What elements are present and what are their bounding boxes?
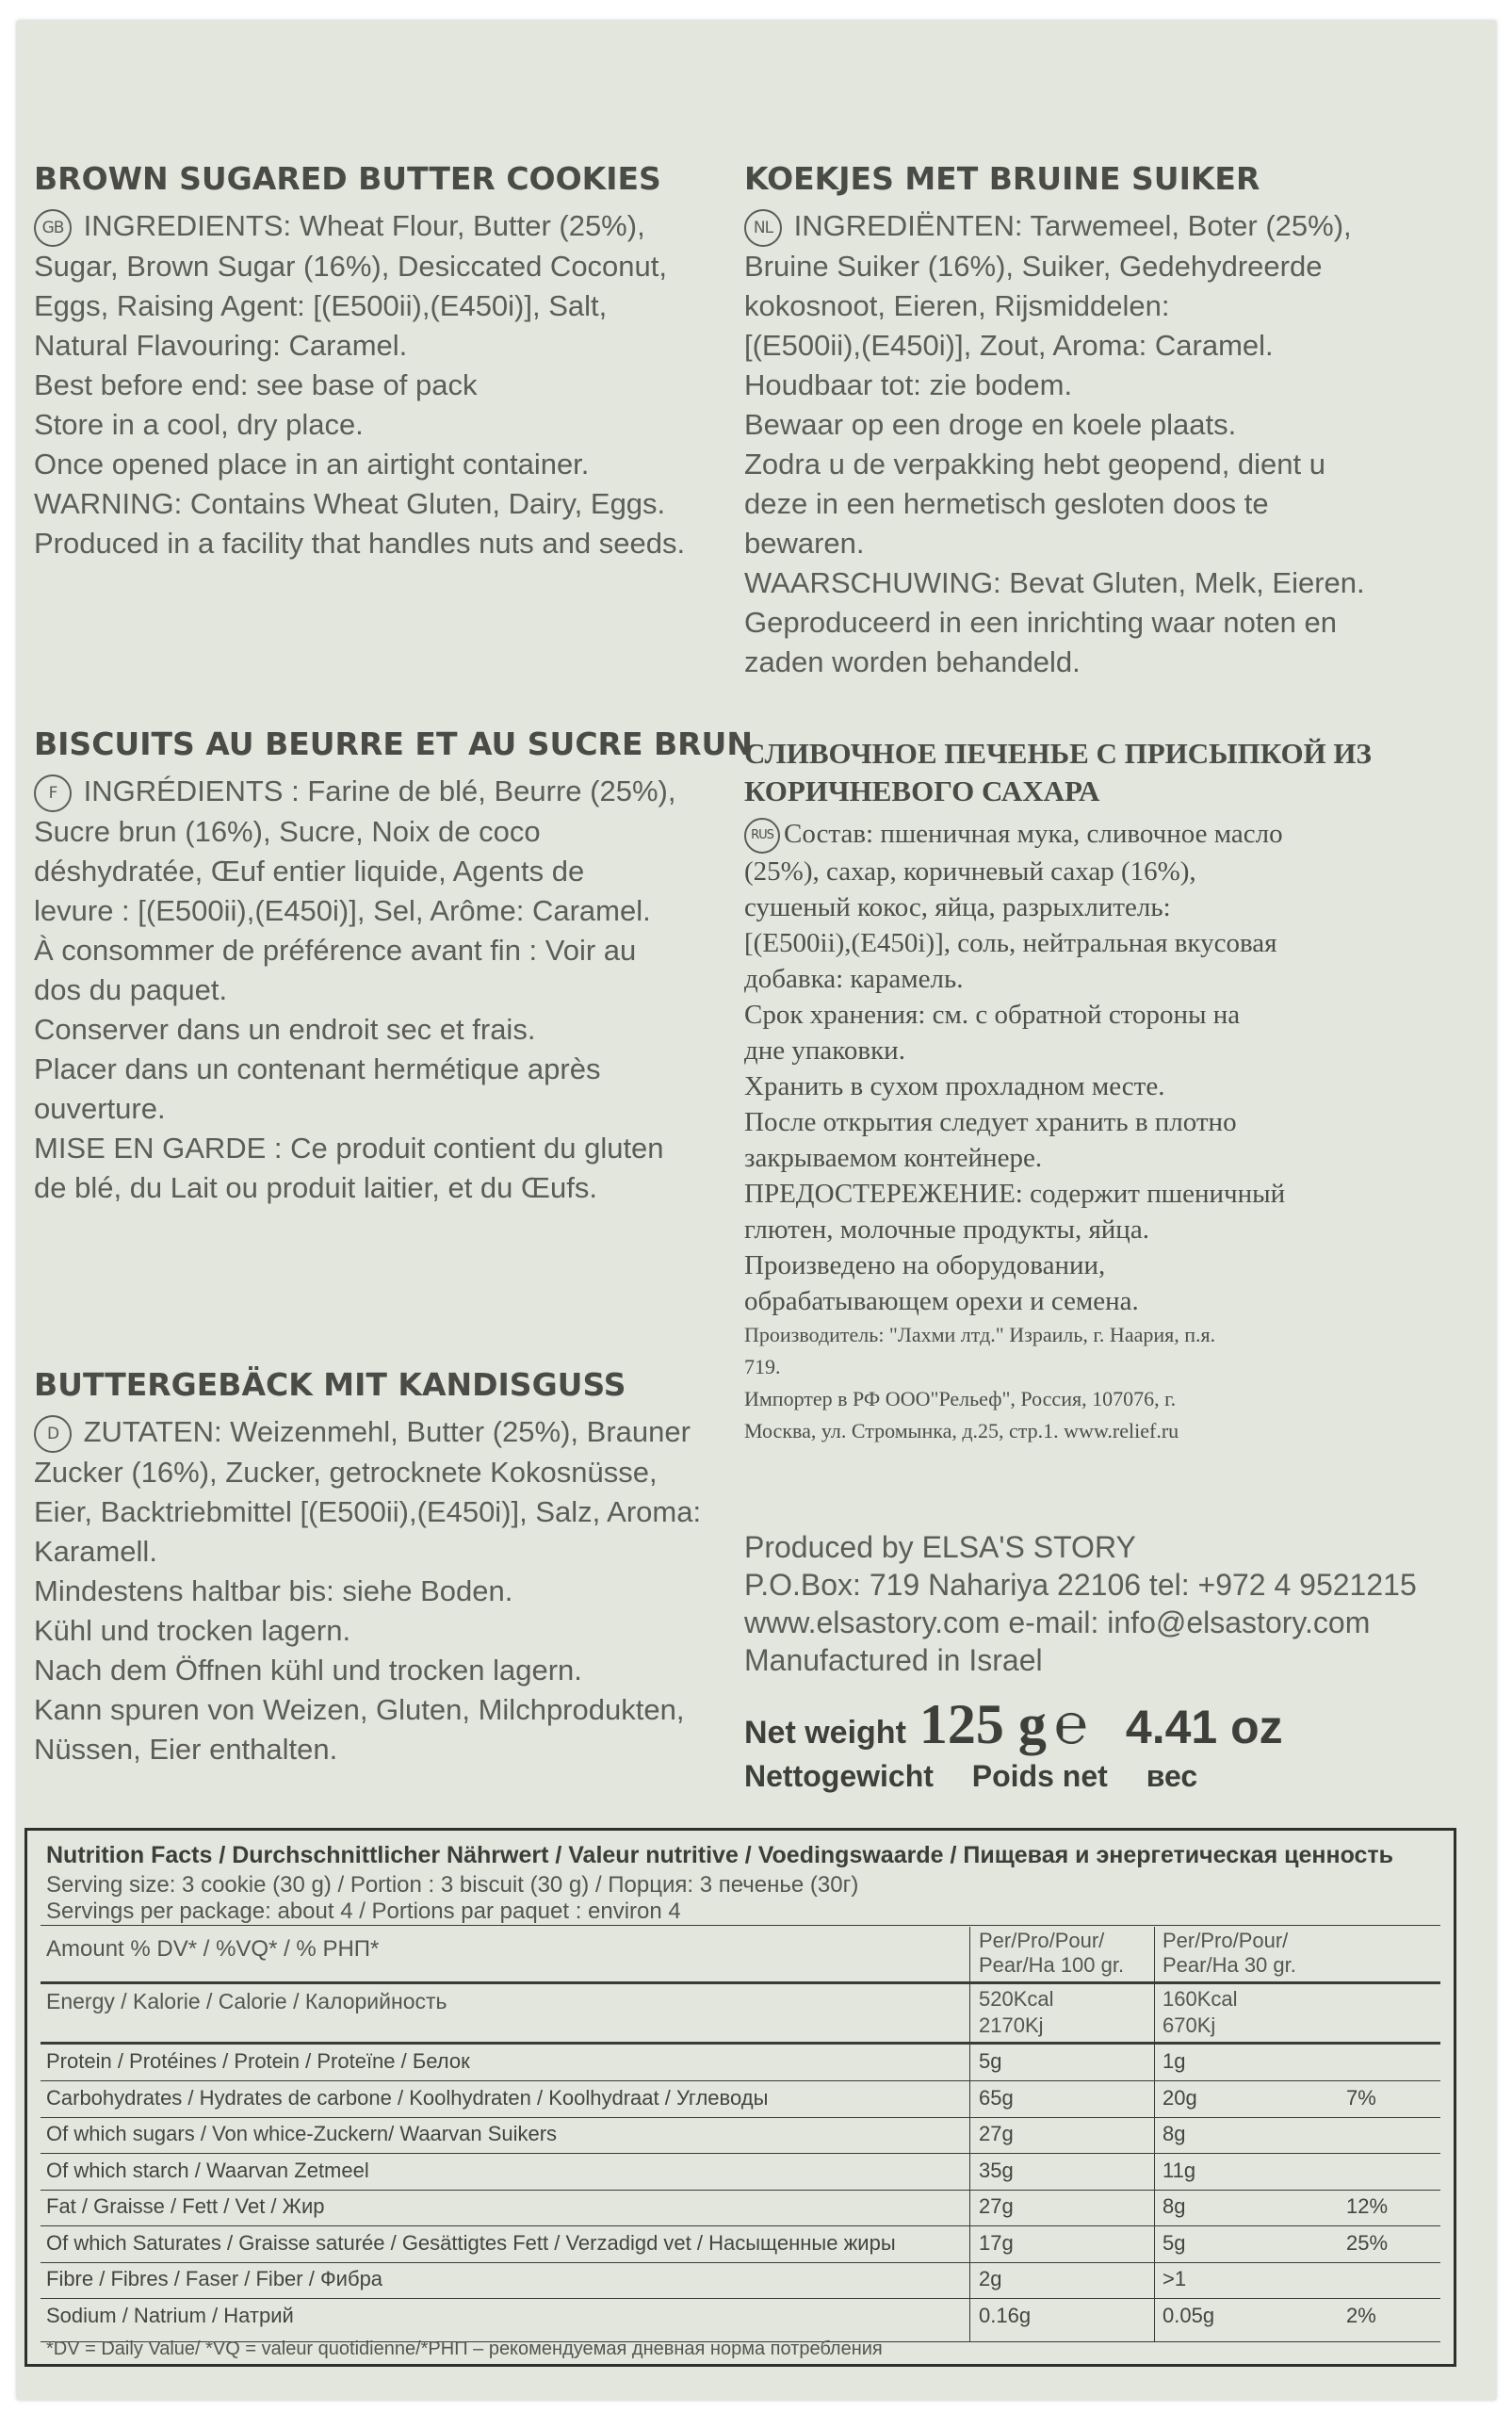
russian-line: ПРЕДОСТЕРЕЖЕНИЕ: содержит пшеничный [744,1179,1286,1210]
dutch-line: Bruine Suiker (16%), Suiker, Gedehydreerde [744,249,1323,283]
nutrient-value: 17g [979,2230,1014,2255]
nutrient-value: 11g [1162,2158,1196,2182]
french-line: ouverture. [34,1091,166,1125]
nutrient-value: 20g [1162,2085,1197,2110]
producer-line: www.elsastory.com e-mail: info@elsastory.com [744,1605,1371,1639]
net-weight-grams: 125 g [919,1693,1047,1755]
table-rule [41,1981,1440,1984]
table-rule [41,2190,1440,2191]
col2-header-2: Pear/На 30 gr. [1162,1953,1296,1977]
serving-size: Serving size: 3 cookie (30 g) / Portion : 3 biscuit (30 g) / Порция: 3 печенье (30г) [46,1872,859,1898]
col1-header-1: Per/Pro/Pour/ [979,1929,1105,1952]
french-line: déshydratée, Œuf entier liquide, Agents de [34,854,585,888]
f-badge: F [34,774,72,812]
french-line: de blé, du Lait ou produit laitier, et du Œufs. [34,1170,597,1204]
dutch-title: KOEKJES MET BRUINE SUIKER [744,160,1260,197]
dutch-line: Bewaar op een droge en koele plaats. [744,407,1237,441]
dutch-line: WAARSCHUWING: Bevat Gluten, Melk, Eieren. [744,565,1365,599]
english-line: Produced in a facility that handles nuts and seeds. [34,526,686,560]
col1-header-2: Pear/На 100 gr. [979,1953,1125,1977]
net-label-fr: Poids net [971,1759,1108,1793]
english-line: WARNING: Contains Wheat Gluten, Dairy, Eggs. [34,486,666,520]
nutrient-value: 2g [979,2267,1002,2290]
dutch-section [744,160,1441,682]
dutch-line: deze in een hermetisch gesloten doos te [744,486,1269,520]
french-line: Sucre brun (16%), Sucre, Noix de coco [34,814,541,848]
german-section [34,1366,722,1769]
german-line: Nach dem Öffnen kühl und trocken lagern. [34,1653,582,1687]
nutrient-name: Of which Saturates / Graisse saturée / Gesättigtes Fett / Verzadigd vet / Насыщенные жиры [46,2230,896,2255]
french-line: Placer dans un contenant hermétique après [34,1051,601,1085]
nutrition-table [24,1828,1456,2367]
nutrient-value: 7% [1346,2085,1376,2110]
dutch-line: bewaren. [744,526,865,560]
dutch-line: Zodra u de verpakking hebt geopend, dient u [744,447,1326,481]
russian-line: [(E500ii),(E450i)], соль, нейтральная вкусовая [744,928,1277,959]
english-section [34,160,722,563]
russian-line: обрабатывающем орехи и семена. [744,1286,1139,1317]
net-weight-translations [744,1759,1460,1794]
nutrient-name: Of which starch / Waarvan Zetmeel [46,2158,369,2182]
english-line: Store in a cool, dry place. [34,407,364,441]
dutch-line: NL INGREDIËNTEN: Tarwemeel, Boter (25%), [744,206,1441,247]
table-rule [41,2080,1440,2081]
russian-line: Произведено на оборудовании, [744,1250,1106,1281]
nutrient-value: 65g [979,2085,1014,2110]
english-line: Once opened place in an airtight container. [34,447,590,481]
producer-line: P.O.Box: 719 Nahariya 22106 tel: +972 4 9521215 [744,1568,1417,1602]
d-badge: D [34,1415,72,1453]
e-mark-icon: ℮ [1053,1693,1088,1755]
russian-line: (25%), сахар, коричневый сахар (16%), [744,856,1196,888]
nutrient-value: 27g [979,2122,1014,2145]
net-label-ru: вес [1146,1759,1198,1793]
english-line: Sugar, Brown Sugar (16%), Desiccated Coconut, [34,249,668,283]
dutch-line: Houdbaar tot: zie bodem. [744,367,1073,401]
nutrition-row [46,2304,1440,2330]
producer-line: Manufactured in Israel [744,1643,1043,1677]
table-rule [41,2153,1440,2154]
russian-line: глютен, молочные продукты, яйца. [744,1214,1149,1246]
russian-title-1: СЛИВОЧНОЕ ПЕЧЕНЬЕ С ПРИСЫПКОЙ ИЗ [744,737,1372,770]
gb-badge: GB [34,209,72,247]
nutrient-value: 8g [1162,2194,1186,2218]
english-title: BROWN SUGARED BUTTER COOKIES [34,160,661,197]
nutrient-value: 0.16g [979,2303,1032,2327]
english-line: GB INGREDIENTS: Wheat Flour, Butter (25%), [34,206,722,247]
nutrition-row [46,2086,1440,2112]
french-line: À consommer de préférence avant fin : Voir au [34,933,637,967]
german-line: Kühl und trocken lagern. [34,1613,351,1647]
russian-small-line: 719. [744,1355,781,1379]
net-weight-ounces: 4.41 oz [1125,1701,1283,1753]
table-rule [41,2117,1440,2118]
russian-line: Хранить в сухом прохладном месте. [744,1071,1165,1102]
russian-section [744,735,1441,1447]
nutrition-row [46,2159,1440,2185]
french-line: MISE EN GARDE : Ce produit contient du gluten [34,1131,664,1165]
french-line: dos du paquet. [34,972,228,1006]
french-line: F INGRÉDIENTS : Farine de blé, Beurre (25%), [34,772,722,812]
energy-label: Energy / Kalorie / Calorie / Калорийность [46,1989,447,2013]
energy-kcal-100: 520Kcal [979,1987,1054,2011]
col2-header-1: Per/Pro/Pour/ [1162,1929,1289,1952]
energy-kcal-30: 160Kcal [1162,1987,1238,2011]
nutrient-name: Sodium / Natrium / Натрий [46,2303,294,2327]
english-line: Natural Flavouring: Caramel. [34,328,408,362]
table-rule [41,2042,1440,2045]
net-weight-row [744,1692,1460,1757]
dutch-line: zaden worden behandeld. [744,644,1081,678]
nutrient-value: 1g [1162,2049,1186,2073]
nutrient-value: 5g [979,2049,1002,2073]
table-divider [969,1927,970,2341]
nutrient-name: Carbohydrates / Hydrates de carbone / Koolhydraten / Koolhydraat / Углеводы [46,2085,769,2110]
french-title: BISCUITS AU BEURRE ET AU SUCRE BRUN [34,725,753,762]
nutrition-row [46,2122,1440,2148]
german-line: Kann spuren von Weizen, Gluten, Milchprodukten, [34,1692,685,1726]
nutrient-value: 5g [1162,2230,1186,2255]
servings-per-package: Servings per package: about 4 / Portions par paquet : environ 4 [46,1899,681,1924]
nutrient-name: Fibre / Fibres / Faser / Fiber / Фибра [46,2267,383,2290]
nutrient-value: 12% [1346,2194,1389,2218]
german-line: Mindestens haltbar bis: siehe Boden. [34,1573,513,1607]
russian-title-2: КОРИЧНЕВОГО САХАРА [744,774,1100,807]
german-line: Eier, Backtriebmittel [(E500ii),(E450i)], Salz, Aroma: [34,1494,702,1528]
energy-kj-100: 2170Kj [979,2013,1044,2037]
german-title: BUTTERGEBÄCK MIT KANDISGUSS [34,1366,626,1403]
english-line: Best before end: see base of pack [34,367,478,401]
nutrient-value: 35g [979,2158,1014,2182]
nutrition-row [46,2194,1440,2221]
table-divider [1154,1927,1155,2341]
table-rule [41,2262,1440,2263]
table-rule [41,1925,1440,1926]
dutch-line: [(E500ii),(E450i)], Zout, Aroma: Caramel. [744,328,1274,362]
russian-line: сушеный кокос, яйца, разрыхлитель: [744,892,1171,923]
nutrient-value: >1 [1162,2267,1187,2290]
french-section [34,725,753,1208]
dutch-line: kokosnoot, Eieren, Rijsmiddelen: [744,288,1170,322]
russian-small-line: Москва, ул. Стромынка, д.25, стр.1. www.relief.ru [744,1419,1179,1443]
french-line: levure : [(E500ii),(E450i)], Sel, Arôme: Caramel. [34,893,651,927]
russian-line: RUS Состав: пшеничная мука, сливочное масло [744,816,1441,854]
english-line: Eggs, Raising Agent: [(E500ii),(E450i)], Salt, [34,288,608,322]
nutrition-footnote: *DV = Daily Value/ *VQ = valeur quotidienne/*РНП – рекомендуемая дневная норма потребления [46,2339,883,2359]
nutrient-value: 25% [1346,2230,1389,2255]
net-weight-label: Net weight [744,1715,906,1751]
nutrient-name: Of which sugars / Von whice-Zuckern/ Waarvan Suikers [46,2122,558,2145]
russian-small-line: Импортер в РФ ООО"Рельеф", Россия, 107076, г. [744,1387,1177,1411]
german-line: Karamell. [34,1534,157,1568]
nutrient-value: 0.05g [1162,2303,1215,2327]
energy-kj-30: 670Kj [1162,2013,1216,2037]
german-line: Zucker (16%), Zucker, getrocknete Kokosnüsse, [34,1455,658,1489]
dutch-line: Geproduceerd in een inrichting waar noten en [744,605,1338,639]
russian-line: Срок хранения: см. с обратной стороны на [744,1000,1241,1031]
nutrition-title: Nutrition Facts / Durchschnittlicher Nährwert / Valeur nutritive / Voedingswaarde / Пищевая и энергетическая ценность [46,1842,1394,1868]
french-line: Conserver dans un endroit sec et frais. [34,1012,536,1046]
russian-line: дне упаковки. [744,1035,905,1067]
nutrient-name: Protein / Protéines / Protein / Proteïne / Белок [46,2049,470,2073]
nutrition-row [46,2231,1440,2257]
nl-badge: NL [744,209,782,247]
rus-badge: RUS [744,818,780,854]
producer-info [744,1528,1460,1794]
russian-line: добавка: карамель. [744,964,964,995]
nutrition-row [46,2049,1440,2076]
russian-line: закрываемом контейнере. [744,1143,1043,1174]
russian-small-line: Производитель: "Лахми лтд." Израиль, г. Наария, п.я. [744,1323,1216,1347]
amount-label: Amount % DV* / %VQ* / % РНП* [46,1936,380,1962]
table-rule [41,2225,1440,2226]
nutrient-value: 8g [1162,2122,1186,2145]
german-line: Nüssen, Eier enthalten. [34,1732,338,1766]
net-label-de: Nettogewicht [744,1759,934,1793]
german-line: D ZUTATEN: Weizenmehl, Butter (25%), Brauner [34,1412,722,1453]
russian-line: После открытия следует хранить в плотно [744,1107,1237,1138]
nutrient-value: 27g [979,2194,1014,2218]
nutrient-name: Fat / Graisse / Fett / Vet / Жир [46,2194,325,2218]
producer-line: Produced by ELSA'S STORY [744,1530,1136,1564]
nutrient-value: 2% [1346,2303,1376,2327]
table-rule [41,2298,1440,2299]
nutrition-row [46,2267,1440,2293]
